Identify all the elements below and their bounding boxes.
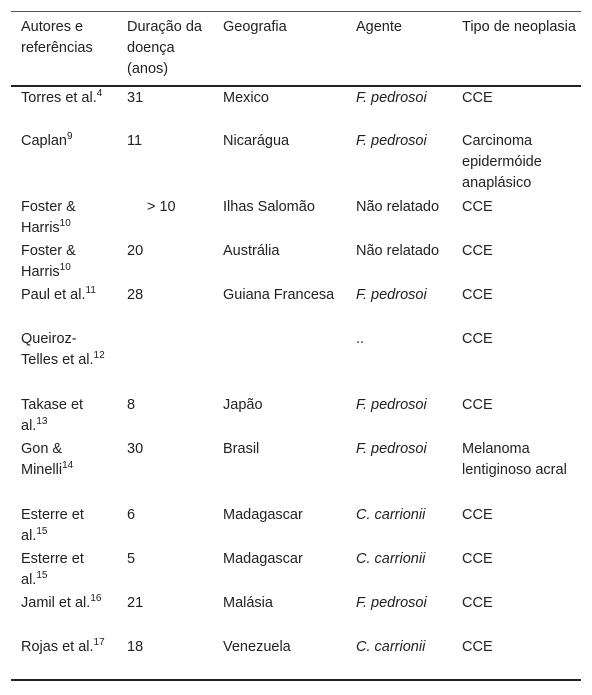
geography-cell: Madagascar [223, 507, 303, 523]
geography-cell: Mexico [223, 90, 269, 106]
reference-number: 9 [66, 131, 73, 143]
agent-cell: F. pedrosoi [356, 90, 427, 106]
authors-cell [11, 592, 117, 636]
neoplasia-cell: CCE [462, 551, 493, 567]
agent-cell: C. carrionii [356, 551, 426, 567]
reference-number: 15 [36, 526, 48, 538]
authors-cell [11, 240, 117, 284]
header-duration: Duração da doença (anos) [127, 19, 202, 77]
duration-cell: > 10 [147, 199, 176, 215]
table-row [11, 130, 581, 196]
neoplasia-cell: Melanoma lentiginoso acral [462, 441, 567, 478]
geography-cell: Ilhas Salomão [223, 199, 315, 215]
geography-cell: Madagascar [223, 551, 303, 567]
agent-cell: F. pedrosoi [356, 133, 427, 149]
neoplasia-cell: CCE [462, 331, 493, 347]
duration-cell: 8 [127, 397, 136, 413]
authors-cell [11, 438, 117, 504]
authors-text: Torres et al. [21, 90, 97, 106]
table-row [11, 86, 581, 130]
authors-cell [11, 504, 117, 548]
authors-text: Jamil et al. [21, 595, 91, 611]
table-row [11, 548, 581, 592]
header-agent: Agente [356, 19, 402, 35]
authors-cell [11, 394, 117, 438]
reference-number: 10 [59, 218, 71, 230]
neoplasia-cell: Carcinoma epidermóide anaplásico [462, 133, 542, 191]
table-row [11, 636, 581, 680]
agent-cell: Não relatado [356, 199, 440, 215]
authors-text: Foster & Harris [21, 199, 76, 236]
geography-cell: Brasil [223, 441, 260, 457]
neoplasia-cell: CCE [462, 595, 493, 611]
duration-cell: 11 [127, 133, 143, 149]
agent-cell: C. carrionii [356, 639, 426, 655]
authors-text: Gon & Minelli [21, 441, 63, 478]
duration-cell: 6 [127, 507, 136, 523]
agent-cell: F. pedrosoi [356, 397, 427, 413]
authors-text: Esterre et al. [21, 507, 84, 544]
header-geography: Geografia [223, 19, 287, 35]
reference-number: 13 [36, 416, 48, 428]
authors-cell [11, 86, 117, 130]
geography-cell: Venezuela [223, 639, 291, 655]
neoplasia-cell: CCE [462, 90, 493, 106]
header-neoplasia: Tipo de neoplasia [462, 19, 576, 35]
table-row [11, 438, 581, 504]
neoplasia-cell: CCE [462, 639, 493, 655]
agent-cell: .. [356, 331, 365, 347]
table-row [11, 240, 581, 284]
duration-cell: 21 [127, 595, 144, 611]
table-row [11, 504, 581, 548]
authors-cell [11, 548, 117, 592]
duration-cell: 20 [127, 243, 144, 259]
header-authors: Autores e referências [21, 19, 93, 56]
authors-text: Paul et al. [21, 287, 86, 303]
agent-cell: Não relatado [356, 243, 440, 259]
reference-number: 4 [96, 88, 103, 100]
geography-cell: Malásia [223, 595, 273, 611]
authors-text: Queiroz-Telles et al. [21, 331, 94, 368]
authors-cell [11, 130, 117, 196]
reference-number: 12 [93, 350, 105, 362]
reference-number: 17 [93, 637, 105, 649]
agent-cell: F. pedrosoi [356, 287, 427, 303]
authors-cell [11, 284, 117, 328]
neoplasia-cell: CCE [462, 243, 493, 259]
reference-number: 15 [36, 570, 48, 582]
authors-text: Caplan [21, 133, 67, 149]
authors-cell [11, 196, 117, 240]
agent-cell: F. pedrosoi [356, 441, 427, 457]
duration-cell: 31 [127, 90, 144, 106]
table-row [11, 196, 581, 240]
reference-number: 14 [62, 460, 74, 472]
geography-cell: Austrália [223, 243, 280, 259]
agent-cell: C. carrionii [356, 507, 426, 523]
geography-cell: Nicarágua [223, 133, 290, 149]
neoplasia-cell: CCE [462, 199, 493, 215]
geography-cell: Guiana Francesa [223, 287, 335, 303]
table-row [11, 328, 581, 394]
neoplasia-cell: CCE [462, 287, 493, 303]
neoplasia-cell: CCE [462, 507, 493, 523]
duration-cell: 28 [127, 287, 144, 303]
authors-text: Esterre et al. [21, 551, 84, 588]
geography-cell: Japão [223, 397, 263, 413]
reference-number: 16 [90, 593, 102, 605]
authors-text: Foster & Harris [21, 243, 76, 280]
authors-cell [11, 636, 117, 680]
table-row [11, 394, 581, 438]
neoplasia-cell: CCE [462, 397, 493, 413]
table-row [11, 592, 581, 636]
duration-cell: 30 [127, 441, 144, 457]
table-header-row [11, 12, 581, 87]
authors-cell [11, 328, 117, 394]
duration-cell: 5 [127, 551, 136, 567]
reference-number: 11 [85, 285, 96, 297]
reference-number: 10 [59, 262, 71, 274]
authors-text: Takase et al. [21, 397, 84, 434]
geography-cell [213, 328, 346, 394]
cases-table [11, 11, 581, 681]
agent-cell: F. pedrosoi [356, 595, 427, 611]
duration-cell: 18 [127, 639, 144, 655]
authors-text: Rojas et al. [21, 639, 94, 655]
table-row [11, 284, 581, 328]
duration-cell [117, 328, 213, 394]
